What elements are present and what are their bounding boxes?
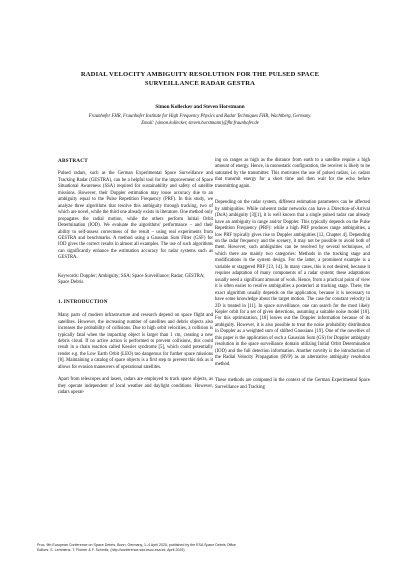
author-list: Simon Kollecker and Steven Horstmann [155,104,245,110]
right-paragraph-2: Depending on the radar system, different estimation parameters can be affected by ambiguities. While coherent radar networks can have a Direction-of-Arrival (DoA) ambiguity [3][1], it is well known that a single pulsed radar can already have an ambiguity in range and/or Doppler. This typically depends on the Pulse Repetition Frequency (PRF): while a high PRF produces range ambiguities, a low PRF typically gives rise to Doppler ambiguities [12, Chapter 4]. Depending on the radar frequency and the scenery, it may not be possible to avoid both of them. However, such ambiguities can be resolved by several techniques, of which there are mainly two categories: Methods in the tracking stage and modifications in the system design. For the latter, a prominent example is a variable or staggered PRF [13, 14]. In many cases, this is not desired, because it requires adaptation of many components of a radar system; these adaptations usually need a significant amount of work. Hence, from a practical point of view it is often easier to resolve ambiguities a posteriori at tracking stage. There, the exact algorithm usually depends on the application, because it is necessary to have some knowledge about the target motion. The case for constant velocity in 2D is treated in [11]. In space surveillance, one can search for the most likely Kepler orbit for a set of given detections, assuming a suitable noise model [18]. For this optimization, [18] leaves out the Doppler information because of its ambiguity. However, it is also possible to treat the noise probability distribution in Doppler as a weighted sum of shifted Gaussians [19]. One of the novelties of this paper is the application of such a Gaussian Sum (GS) for Doppler ambiguity resolution in the space surveillance domain utilizing Initial Orbit Determination (IOD) and the full detection information. Another novelty is the introduction of the Radial Velocity Propagation (RVP) as an alternative ambiguity resolution method. [215,200,370,367]
introduction-heading: 1. INTRODUCTION [58,298,108,305]
title-line-1: RADIAL VELOCITY AMBIGUITY RESOLUTION FOR THE PULSED SPACE [80,71,320,78]
paper-title [40,70,360,88]
affiliation-line-1: Fraunhofer FHR, Fraunhofer Institute for High Frequency Physics and Radar Techniques FHR, Wachtberg, Germany. [88,114,312,119]
abstract-body: Pulsed radars, such as the German Experimental Space Surveillance and Tracking Radar (GESTRA), can be a helpful tool for the improvement of Space Situational Awareness (SSA) required for sustainability and safety of satellite missions. However, their Doppler estimation may loose accuracy due to an ambiguity equal to the Pulse Repetition Frequency (PRF). In this study, we analyze three algorithms that resolve this ambiguity through tracking, two of which are novel, while the third one already exists in literature. One method only propagates the radial motion, while the others perform Initial Orbit Determination (IOD). We evaluate the algorithms' performance – and their ability to self-assess correctness of the result – using real experiments from GESTRA and benchmarks. A method using a Gaussian Sum Filter (GSF) for IOD gives the correct results in almost all examples. The use of such algorithms can significantly enhance the estimation accuracy for radar systems such as GESTRA. [58,171,213,261]
abstract-heading: ABSTRACT [58,158,88,164]
right-paragraph-1: ing on ranges as high as the distance from earth to a satellite require a high amount of energy. Hence, in monostatic configuration, the receiver is likely to be saturated by the transmitter. This motivates the use of pulsed radars, i.e. radars that transmit energy for a short time and then wait for the echo before transmitting again. [215,158,370,189]
title-line-2: SURVEILLANCE RADAR GESTRA [144,80,256,87]
intro-paragraph-1: Many parts of modern infrastructure and research depend on space flight and satellites. However, the increasing number of satellites and debris objects also increases the probability of collisions. Due to high orbit velocities, a collision is typically fatal when the impacting object is larger than 1 cm, creating a new debris cloud. If no active action is performed to prevent collisions, this could result in a chain reaction called Kessler syndrome [5], which could potentially render e.g. the Low Earth Orbit (LEO) too dangerous for further space missions [8]. Maintaining a catalog of space objects is a first step to prevent this risk as it allows for evasion maneuvers of operational satellites. [58,313,213,370]
intro-paragraph-2: Apart from telescopes and lasers, radars are employed to track space objects, as they operate independent of local weather and daylight conditions. However, radars operat- [58,377,213,396]
left-column [58,158,213,403]
affiliation-email: Email: {simon.kollecker, steven.horstmann}@fhr.fraunhofer.de [141,120,259,126]
footer-line-1: Proc. 9th European Conference on Space Debris, Bonn, Germany, 1–4 April 2025, published by the ESA Space Debris Office [37,543,237,547]
footer-line-2: Editors: S. Lemmens, T. Flohrer & F. Schmitz, (http://conference.sdo.esoc.esa.int, April 2025) [37,548,185,552]
right-column [215,158,370,397]
affiliation [40,114,360,127]
right-paragraph-3: These methods are compared in the context of the German Experimental Space Surveillance and Tracking [215,378,370,390]
proceedings-footer [37,543,367,553]
keywords: Keywords: Doppler; Ambiguity; SSA; Space Surveillance; Radar; GESTRA; Space Debris. [58,273,205,286]
